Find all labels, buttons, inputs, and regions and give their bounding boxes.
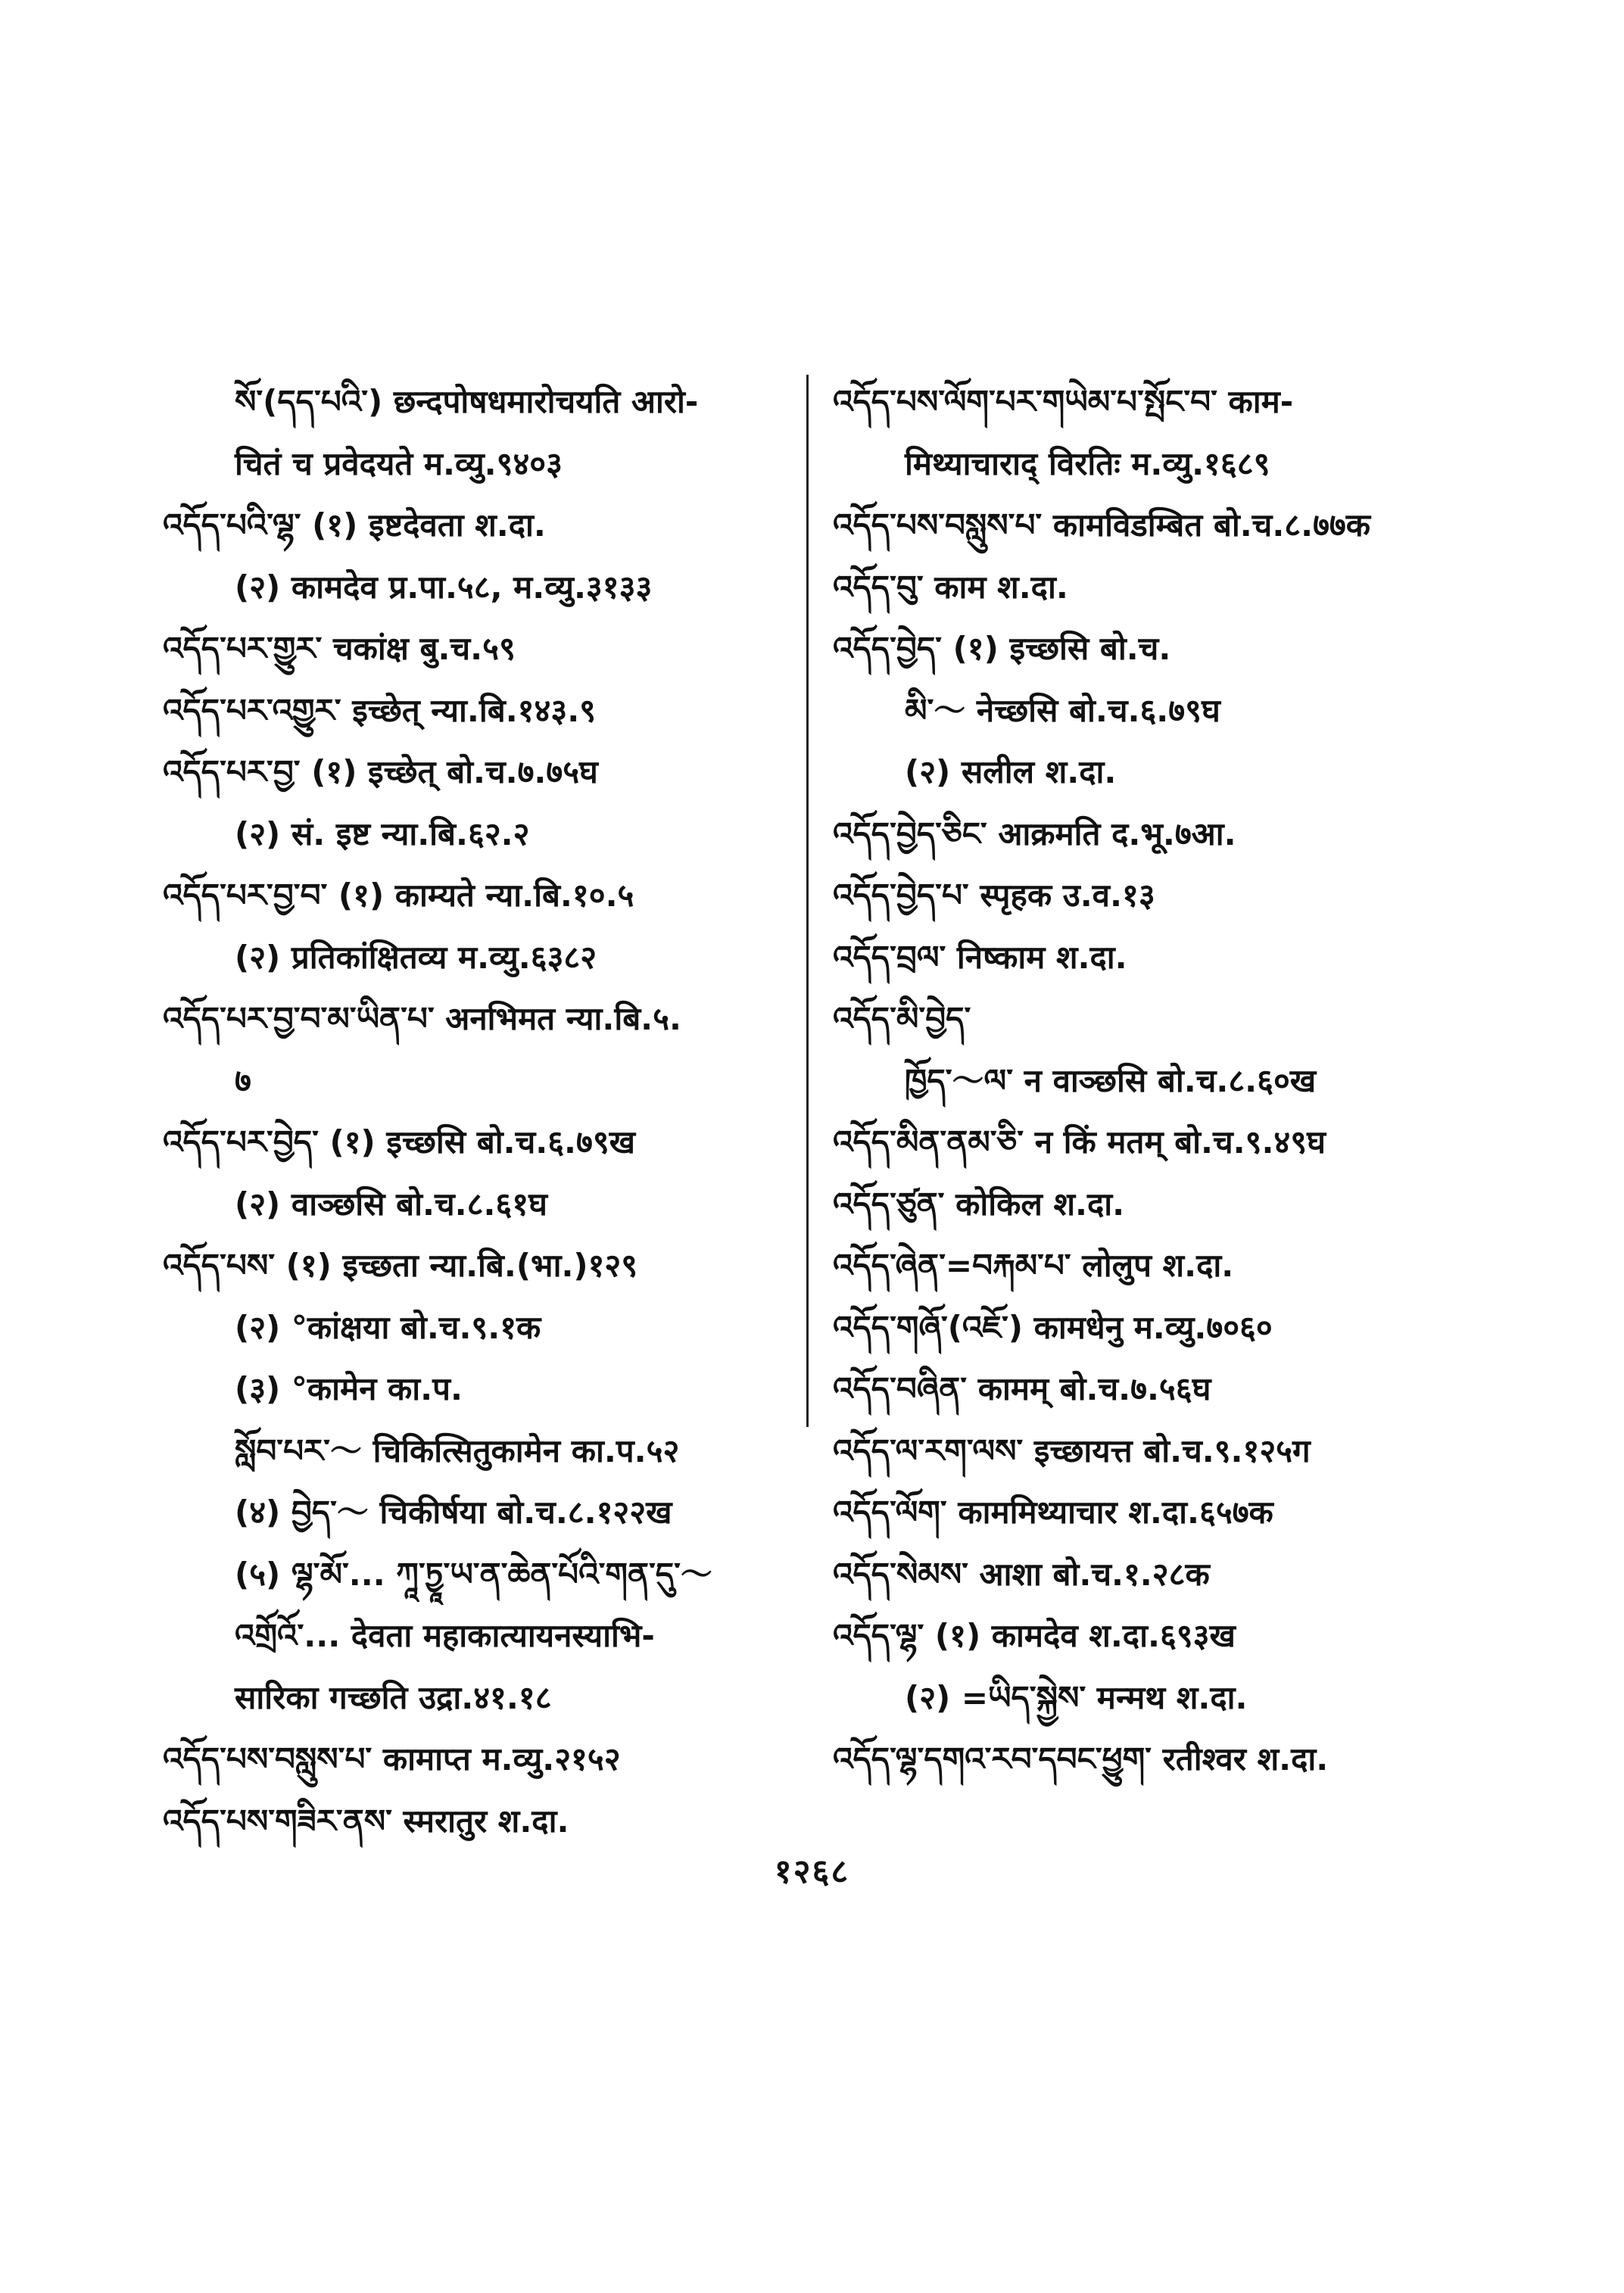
column-divider bbox=[806, 375, 809, 1427]
dictionary-entry: འགྲོའོ་... देवता महाकात्यायनस्याभि- bbox=[235, 1617, 655, 1654]
dictionary-entry: (२) प्रतिकांक्षितव्य म.व्यु.६३८२ bbox=[235, 938, 597, 976]
dictionary-entry: འདོད་བུ་ काम श.दा. bbox=[833, 568, 1068, 606]
dictionary-entry: འདོད་པས་བསླུས་པ་ कामाप्त म.व्यु.२१५२ bbox=[163, 1740, 621, 1777]
dictionary-entry: འདོད་བྱེད་ (१) इच्छसि बो.च. bbox=[833, 630, 1171, 667]
dictionary-entry: ७ bbox=[235, 1061, 251, 1099]
dictionary-entry: སློབ་པར་～ चिकित्सितुकामेन का.प.५२ bbox=[235, 1432, 680, 1469]
left-column bbox=[163, 371, 799, 1852]
dictionary-entry: འདོད་པར་འགྱུར་ इच्छेत् न्या.बि.१४३.९ bbox=[163, 691, 596, 729]
dictionary-entry: འདོད་ལྷ་ (१) कामदेव श.दा.६९३ख bbox=[833, 1617, 1236, 1654]
dictionary-entry: (२) =ཡིད་སྐྱེས་ मन्मथ श.दा. bbox=[905, 1678, 1248, 1716]
dictionary-entry: चितं च प्रवेदयते म.व्यु.९४०३ bbox=[235, 444, 563, 482]
dictionary-entry: (२) °कांक्षया बो.च.९.१क bbox=[235, 1308, 541, 1346]
dictionary-entry: འདོད་པས་ (१) इच्छता न्या.बि.(भा.)१२९ bbox=[163, 1247, 638, 1284]
dictionary-entry: (४) བྱེད་～ चिकीर्षया बो.च.८.१२२ख bbox=[235, 1494, 672, 1531]
dictionary-entry: (२) सलील श.दा. bbox=[905, 753, 1117, 790]
dictionary-entry: འདོད་ལ་རག་ལས་ इच्छायत्त बो.च.९.१२५ग bbox=[833, 1432, 1311, 1469]
dictionary-entry: འདོད་པར་གྱུར་ चकांक्ष बु.च.५९ bbox=[163, 630, 516, 667]
dictionary-entry: འདོད་མི་བྱེད་ bbox=[833, 1000, 971, 1037]
page-number: १२६८ bbox=[774, 1852, 850, 1891]
dictionary-entry: འདོད་བཞིན་ कामम् बो.च.७.५६घ bbox=[833, 1370, 1211, 1407]
dictionary-entry: (३) °कामेन का.प. bbox=[235, 1370, 463, 1407]
dictionary-entry: འདོད་ལྷ་དགའ་རབ་དབང་ཕྱུག་ रतीश्वर श.दा. bbox=[833, 1740, 1329, 1777]
dictionary-entry: འདོད་པས་ལོག་པར་གཡེམ་པ་སྤོང་བ་ काम- bbox=[833, 383, 1294, 420]
dictionary-entry: འདོད་སེམས་ आशा बो.च.१.२८क bbox=[833, 1555, 1210, 1593]
dictionary-entry: འདོད་པར་བྱེད་ (१) इच्छसि बो.च.६.७९ख bbox=[163, 1123, 636, 1161]
dictionary-entry: सारिका गच्छति उद्रा.४१.१८ bbox=[235, 1678, 552, 1716]
dictionary-entry: འདོད་པར་བྱ་བ་མ་ཡིན་པ་ अनभिमत न्या.बि.५. bbox=[163, 1000, 681, 1037]
dictionary-entry: འདོད་བྱེད་པ་ स्पृहक उ.व.१३ bbox=[833, 877, 1155, 914]
dictionary-entry: (५) ལྷ་མོ་... ཀཱ་ཏྱཱ་ཡ་ན་ཆེན་པོའི་གན་དུ་～ bbox=[235, 1555, 712, 1593]
dictionary-entry: མི་～ नेच्छसि बो.च.६.७९घ bbox=[905, 691, 1220, 729]
dictionary-entry: (२) वाञ्छसि बो.च.८.६१घ bbox=[235, 1185, 547, 1223]
right-column bbox=[833, 371, 1454, 1790]
dictionary-entry: འདོད་པས་གཟིར་ནས་ स्मरातुर श.दा. bbox=[163, 1802, 569, 1840]
dictionary-entry: འདོད་ཞེན་=བརྐམ་པ་ लोलुप श.दा. bbox=[833, 1247, 1234, 1284]
dictionary-entry: འདོད་ཙུན་ कोकिल श.दा. bbox=[833, 1185, 1125, 1223]
dictionary-entry: འདོད་པར་བྱ་བ་ (१) काम्यते न्या.बि.१०.५ bbox=[163, 877, 634, 914]
dictionary-entry: मिथ्याचाराद् विरतिः म.व्यु.१६८९ bbox=[905, 444, 1270, 482]
dictionary-entry: འདོད་བྲལ་ निष्काम श.दा. bbox=[833, 938, 1127, 976]
dictionary-entry: འདོད་པའི་ལྷ་ (१) इष्टदेवता श.दा. bbox=[163, 506, 546, 544]
dictionary-entry: (२) कामदेव प्र.पा.५८, म.व्यु.३१३३ bbox=[235, 568, 653, 606]
dictionary-entry: འདོད་གཞོ་(འཇོ་) कामधेनु म.व्यु.७०६० bbox=[833, 1308, 1273, 1346]
dictionary-entry: འདོད་པས་བསླུས་པ་ कामविडम्बित बो.च.८.७७क bbox=[833, 506, 1371, 544]
dictionary-entry: འདོད་བྱེད་ཅིང་ आक्रमति द.भू.७आ. bbox=[833, 815, 1236, 852]
dictionary-entry: འདོད་ལོག་ काममिथ्याचार श.दा.६५७क bbox=[833, 1494, 1273, 1531]
dictionary-entry: སོ་(དད་པའི་) छन्दपोषधमारोचयति आरो- bbox=[235, 383, 699, 420]
dictionary-entry: འདོད་པར་བྱ་ (१) इच्छेत् बो.च.७.७५घ bbox=[163, 753, 598, 790]
dictionary-entry: (२) सं. इष्ट न्या.बि.६२.२ bbox=[235, 815, 530, 852]
dictionary-entry: ཁྱོད་～ལ་ न वाञ्छसि बो.च.८.६०ख bbox=[905, 1061, 1317, 1099]
dictionary-entry: འདོད་མིན་ནམ་ཅི་ न किं मतम् बो.च.९.४९घ bbox=[833, 1123, 1326, 1161]
